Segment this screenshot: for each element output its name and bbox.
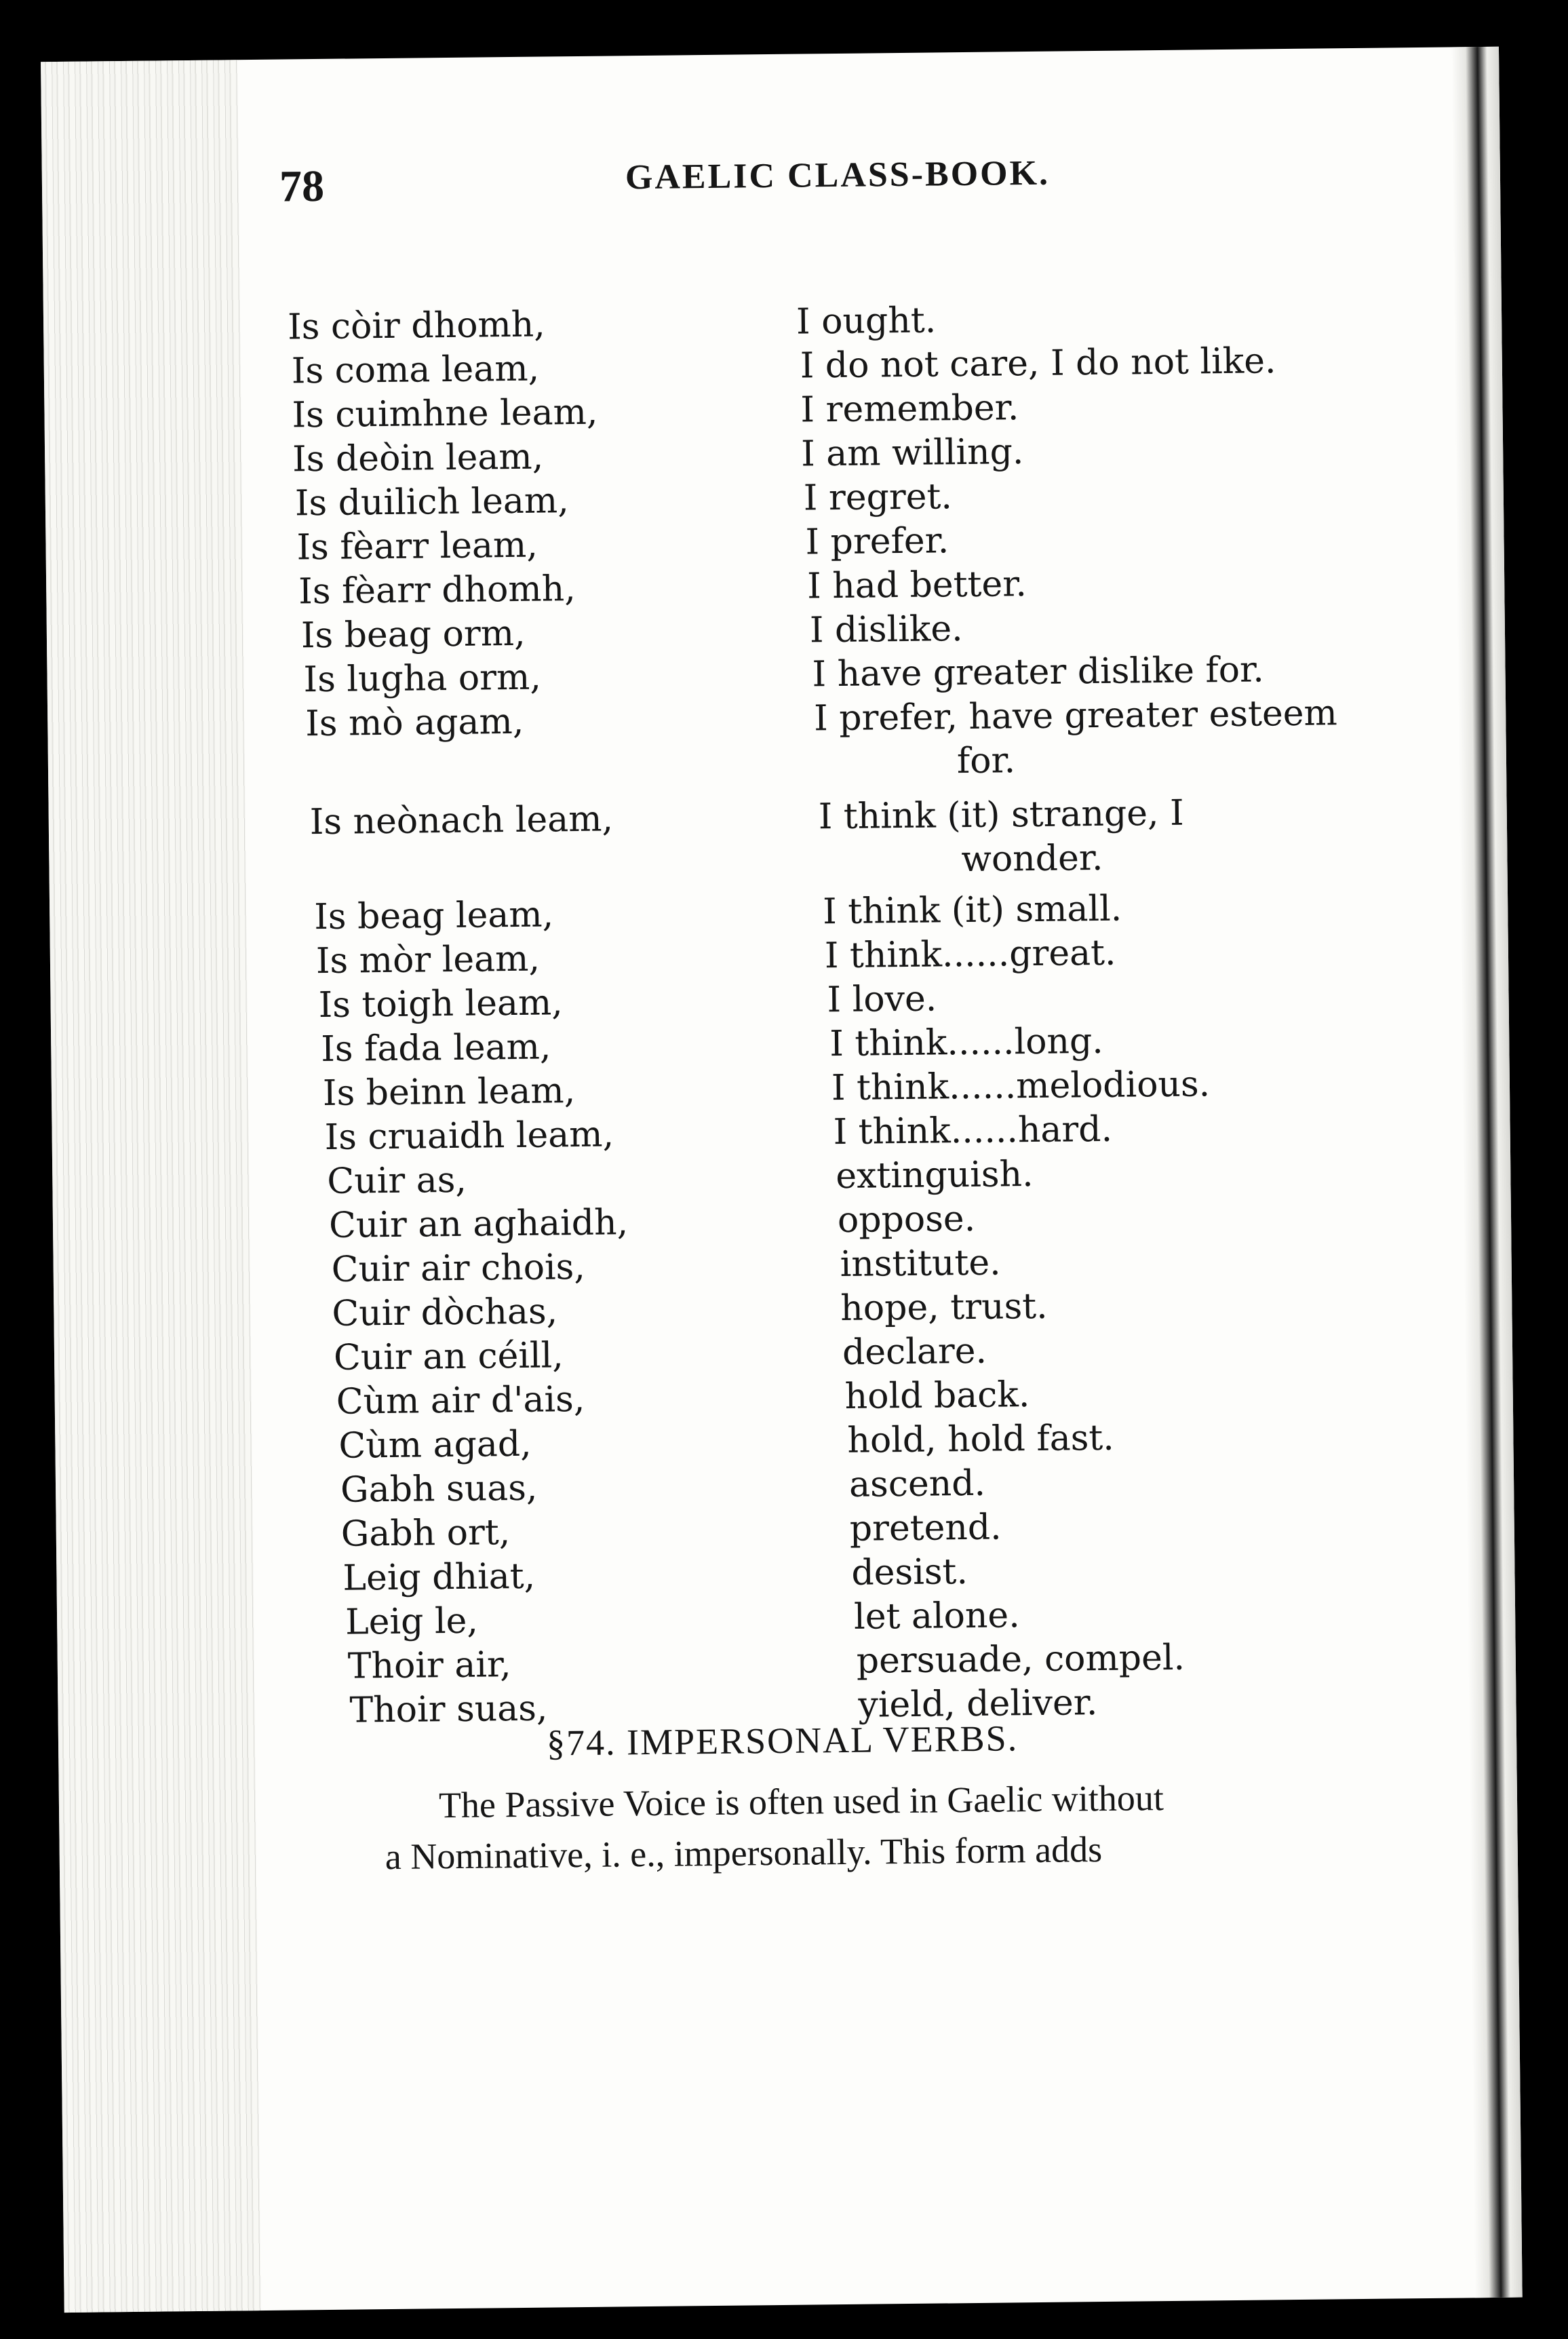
vocab-entry [294,476,953,527]
gaelic-phrase: Is fèarr dhomh, [298,568,576,613]
english-meaning: I love. [827,978,937,1021]
vocab-entry [324,1108,1113,1161]
english-meaning: declare. [842,1330,987,1373]
vocab-entry [292,431,1024,483]
running-title: GAELIC CLASS-BOOK. [625,153,1051,197]
english-meaning: persuade, compel. [856,1637,1185,1682]
vocab-entry [318,978,937,1029]
gaelic-phrase: Is toigh leam, [318,982,564,1026]
vocab-entry [298,564,1027,615]
english-meaning: I think......melodious. [831,1064,1211,1109]
gaelic-phrase: Is beag orm, [300,613,526,657]
english-meaning-continuation: for. [956,740,1016,782]
vocab-entry [328,1198,976,1250]
english-meaning: I think (it) small. [822,888,1122,933]
gaelic-phrase: Is deòin leam, [292,436,544,480]
vocab-entry [291,341,1276,395]
vocab-entry [349,1682,1098,1735]
english-meaning: I regret. [803,476,953,519]
english-meaning: hold back. [844,1374,1030,1417]
gaelic-phrase: Gabh suas, [340,1467,538,1511]
english-meaning: I am willing. [800,431,1024,475]
english-meaning: I prefer. [805,520,949,563]
english-meaning: I prefer, have greater esteem [813,693,1338,739]
vocab-entry [303,649,1264,703]
gaelic-phrase: Is coma leam, [291,348,540,392]
english-meaning: I remember. [800,387,1019,431]
vocab-entry [300,608,963,659]
paragraph-line-1: The Passive Voice is often used in Gaelic without [438,1777,1164,1826]
english-meaning: desist. [851,1551,968,1593]
vocab-entry [345,1595,1020,1646]
gaelic-phrase: Cùm agad, [338,1423,532,1467]
gaelic-phrase: Is fada leam, [321,1026,551,1070]
vocab-entry [347,1637,1185,1690]
gaelic-phrase: Gabh ort, [340,1512,511,1555]
gaelic-phrase: Cuir air chois, [331,1246,586,1290]
vocab-entry [327,1154,1034,1205]
vocab-entry [331,1242,1001,1294]
vocab-entry [305,693,1338,782]
english-meaning: I dislike. [809,608,963,651]
page-number: 78 [279,161,325,212]
vocab-entry [315,932,1116,985]
gaelic-phrase: Cuir as, [327,1159,467,1202]
gaelic-phrase: Thoir suas, [349,1688,548,1731]
vocab-entry [296,520,949,571]
book-page [41,47,1523,2313]
english-meaning: pretend. [849,1507,1002,1549]
vocab-entry [342,1551,968,1602]
gaelic-phrase: Is còir dhomh, [287,304,546,348]
vocab-entry [340,1507,1002,1558]
vocab-entry [322,1064,1211,1117]
gaelic-phrase: Is neònach leam, [309,798,614,843]
vocab-entry [309,792,1184,881]
english-meaning: I think......great. [824,932,1116,977]
gaelic-phrase: Cuir dòchas, [332,1291,558,1334]
gaelic-phrase: Leig dhiat, [342,1555,536,1599]
english-meaning: I have greater dislike for. [812,649,1264,695]
gaelic-phrase: Is lugha orm, [303,657,542,701]
english-meaning: ascend. [848,1463,986,1505]
english-meaning: let alone. [853,1595,1020,1638]
english-meaning: oppose. [837,1198,976,1241]
gaelic-phrase: Is cuimhne leam, [292,391,598,436]
english-meaning: I think (it) strange, I [818,792,1184,838]
gaelic-phrase: Is beinn leam, [322,1070,576,1114]
gaelic-phrase: Cùm air d'ais, [336,1378,585,1423]
gaelic-phrase: Is duilich leam, [294,480,570,524]
gaelic-phrase: Leig le, [345,1600,479,1643]
english-meaning: I think......long. [829,1020,1104,1065]
english-meaning: yield, deliver. [858,1682,1098,1726]
vocab-entry [313,888,1122,941]
gaelic-phrase: Thoir air, [347,1644,511,1687]
gaelic-phrase: Is cruaidh leam, [324,1114,614,1158]
english-meaning: extinguish. [836,1154,1034,1197]
gaelic-phrase: Is beag leam, [313,894,554,938]
vocab-entry [338,1417,1115,1470]
section-heading: §74. IMPERSONAL VERBS. [546,1718,1019,1764]
gaelic-phrase: Cuir an céill, [333,1335,564,1378]
gaelic-phrase: Is fèarr leam, [296,524,538,568]
english-meaning: I do not care, I do not like. [800,341,1276,387]
gaelic-phrase: Is mòr leam, [315,938,541,982]
english-meaning: I ought. [796,300,937,343]
english-meaning: institute. [840,1242,1001,1286]
paragraph-line-2: a Nominative, i. e., impersonally. This form adds [385,1829,1103,1878]
page-binding-shadow [41,60,261,2313]
english-meaning: I had better. [806,564,1027,607]
english-meaning-continuation: wonder. [961,837,1103,881]
english-meaning: hold, hold fast. [847,1417,1115,1461]
vocab-entry [340,1463,986,1514]
english-meaning: hope, trust. [840,1286,1048,1330]
gaelic-phrase: Cuir an aghaidh, [328,1202,629,1246]
gaelic-phrase: Is mò agam, [305,701,524,745]
english-meaning: I think......hard. [833,1108,1113,1153]
